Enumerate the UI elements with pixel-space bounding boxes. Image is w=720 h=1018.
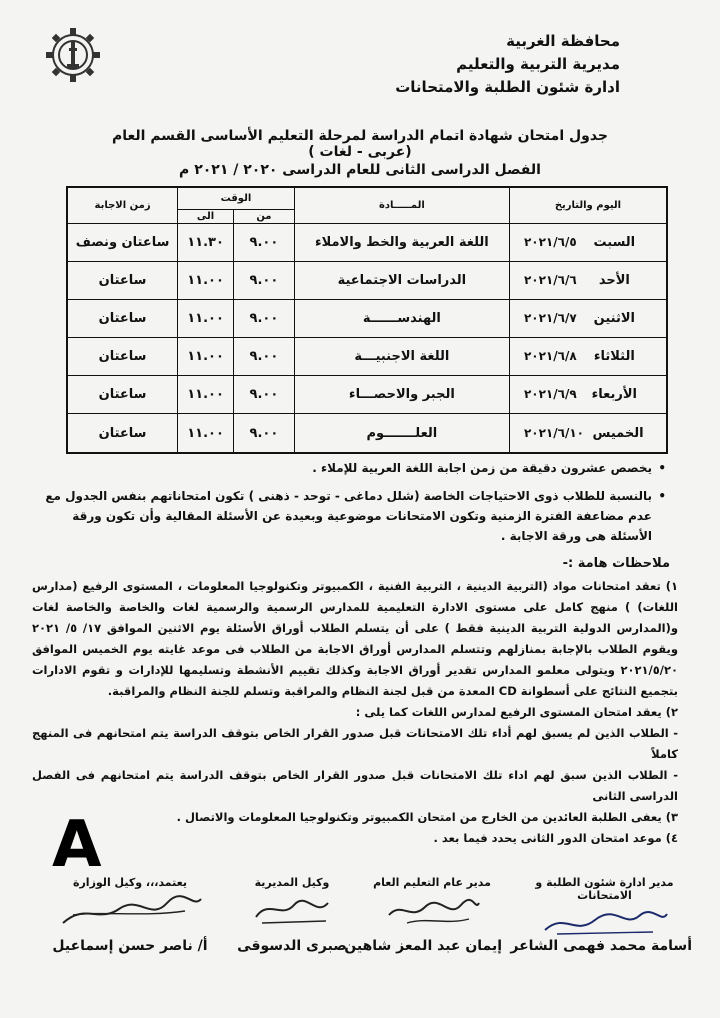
header-duration: زمن الاجابة xyxy=(67,187,178,223)
signature-block xyxy=(510,876,692,954)
handwritten-signature-icon xyxy=(55,893,205,929)
handwritten-signature-icon xyxy=(242,893,342,927)
signature-name: إيمان عبد المعز شاهين xyxy=(344,938,502,954)
term-title: الفصل الدراسى الثانى للعام الدراسى ٢٠٢٠ / ٢٠٢١ م xyxy=(179,162,541,178)
row-to: ١١.٣٠ xyxy=(178,223,234,261)
signature-block xyxy=(40,876,220,954)
row-subject: الدراسات الاجتماعية xyxy=(294,261,509,299)
notes-list xyxy=(32,576,678,849)
directorate-name: مديرية التربية والتعليم xyxy=(456,55,620,73)
list-item: ٤) موعد امتحان الدور الثانى يحدد فيما بعد . xyxy=(433,831,678,845)
row-subject: الجبر والاحصـــاء xyxy=(294,376,509,414)
table-row xyxy=(67,261,667,299)
row-from: ٩.٠٠ xyxy=(234,414,295,453)
exam-schedule-table xyxy=(66,186,668,454)
header-from: من xyxy=(234,209,295,223)
signature-title: مدير عام التعليم العام xyxy=(373,876,491,889)
row-duration: ساعتان xyxy=(67,337,178,375)
mark-letter: A xyxy=(52,808,102,882)
row-from: ٩.٠٠ xyxy=(234,376,295,414)
row-subject: العلـــــــوم xyxy=(294,414,509,453)
row-date: ٢٠٢١/٦/٥ xyxy=(523,234,577,249)
signature-title: وكيل المديرية xyxy=(254,876,330,889)
list-item: - الطلاب الذين سبق لهم اداء تلك الامتحانات قبل صدور القرار الخاص بتوقف الدراسة يتم امتحانهم فى الفصل الدراسى الثانى xyxy=(32,768,678,803)
row-date: ٢٠٢١/٦/١٠ xyxy=(523,425,584,440)
table-row xyxy=(67,299,667,337)
signature-title: مدير ادارة شئون الطلبة و الامتحانات xyxy=(535,876,674,902)
signature-block xyxy=(236,876,348,954)
list-item: • بالنسبة للطلاب ذوى الاحتياجات الخاصة (شلل دماغى - توحد - ذهنى ) تكون امتحاناتهم بنفس الجدول مع عدم مضاعفة الفترة الزمنية وتكون الامتحانات موضوعية وبعيدة عن الأسئلة المقالية وأن تكون ورقة الأسئلة هى ورقة الاجابة . xyxy=(40,486,666,546)
row-to: ١١.٠٠ xyxy=(178,261,234,299)
header-time: الوقت xyxy=(178,187,295,209)
list-item: ٣) يعفى الطلبة العائدين من الخارج من امتحان الكمبيوتر وتكنولوجيا المعلومات والاتصال . xyxy=(176,810,678,824)
table-row xyxy=(67,337,667,375)
signature-name: صبرى الدسوقى xyxy=(237,938,347,954)
notes-title: ملاحظات هامة :- xyxy=(562,556,670,571)
row-duration: ساعتان xyxy=(67,414,178,453)
row-duration: ساعتان xyxy=(67,299,178,337)
row-date: ٢٠٢١/٦/٨ xyxy=(523,348,577,363)
row-day: السبت xyxy=(593,234,636,250)
row-duration: ساعتان xyxy=(67,376,178,414)
row-from: ٩.٠٠ xyxy=(234,261,295,299)
row-day: الثلاثاء xyxy=(593,348,635,364)
row-date: ٢٠٢١/٦/٦ xyxy=(523,272,577,287)
row-day: الاثنين xyxy=(593,310,635,326)
bullet-list xyxy=(40,458,666,546)
handwritten-signature-icon xyxy=(535,906,675,940)
list-item: - الطلاب الذين لم يسبق لهم أداء تلك الامتحانات قبل صدور القرار الخاص بتوقف الدراسة يتم امتحانهم فى المنهج كاملاً xyxy=(32,726,678,761)
handwritten-signature-icon xyxy=(377,893,487,927)
governorate-name: محافظة الغربية xyxy=(506,32,620,50)
gear-tower-logo-icon xyxy=(44,26,102,84)
letterhead xyxy=(395,30,620,99)
row-day: الأربعاء xyxy=(591,387,638,403)
row-duration: ساعتان ونصف xyxy=(67,223,178,261)
document-title: جدول امتحان شهادة اتمام الدراسة لمرحلة التعليم الأساسى القسم العام (عربى - لغات ) xyxy=(111,128,609,160)
header-day-date: اليوم والتاريخ xyxy=(509,187,667,223)
department-name: ادارة شئون الطلبة والامتحانات xyxy=(395,78,620,96)
list-item: • يخصص عشرون دقيقة من زمن اجابة اللغة العربية للإملاء . xyxy=(40,458,666,478)
signature-name: أ/ ناصر حسن إسماعيل xyxy=(52,938,208,954)
row-to: ١١.٠٠ xyxy=(178,337,234,375)
row-date: ٢٠٢١/٦/٩ xyxy=(523,387,577,402)
signature-block xyxy=(344,876,502,954)
row-day: الأحد xyxy=(598,272,630,288)
signature-title: يعتمد،،، وكيل الوزارة xyxy=(72,876,188,889)
row-to: ١١.٠٠ xyxy=(178,299,234,337)
list-item: ١) تعقد امتحانات مواد (التربية الدينية ، التربية الفنية ، الكمبيوتر وتكنولوجيا المعلومات ، المستوى الرفيع (مدارس اللغات) ) منهج كامل على مستوى الادارة التعليمية للمدارس الرسمية والرسمية لغات والخاصة والخاصة لغات و(المدارس الدولية التربية الدينية فقط ) على أن يتسلم الطلاب أوراق الأسئلة يوم الاثنين الموافق ١٧/ ٥/ ٢٠٢١ ويقوم الطلاب بالإجابة بمنازلهم وتتسلم المدارس أوراق الاجابة من الطلاب فى موعد غايته يوم الخميس الموافق ٢٠٢١/٥/٢٠ ويتولى معلمو المدارس تقدير أوراق الاجابة وكذلك تقييم الأنشطة وتسليمها للإدارات و تقوم الادارات بتجميع النتائج على أسطوانة CD المعدة من قبل لجنة النظام والمراقبة وتسلم للجنة النظام والمراقبة. xyxy=(32,579,678,698)
row-subject: الهندســــــة xyxy=(294,299,509,337)
row-subject: اللغة الاجنبيـــة xyxy=(294,337,509,375)
signature-name: أسامة محمد فهمى الشاعر xyxy=(510,938,692,954)
row-duration: ساعتان xyxy=(67,261,178,299)
table-row xyxy=(67,376,667,414)
row-to: ١١.٠٠ xyxy=(178,376,234,414)
list-item: ٢) يعقد امتحان المستوى الرفيع لمدارس اللغات كما يلى : xyxy=(355,705,678,719)
row-subject: اللغة العربية والخط والاملاء xyxy=(294,223,509,261)
row-day: الخميس xyxy=(592,425,644,441)
table-row xyxy=(67,223,667,261)
row-date: ٢٠٢١/٦/٧ xyxy=(523,310,577,325)
row-to: ١١.٠٠ xyxy=(178,414,234,453)
table-row xyxy=(67,414,667,453)
row-from: ٩.٠٠ xyxy=(234,337,295,375)
header-to: الى xyxy=(178,209,234,223)
row-from: ٩.٠٠ xyxy=(234,299,295,337)
row-from: ٩.٠٠ xyxy=(234,223,295,261)
header-subject: المـــــادة xyxy=(294,187,509,223)
